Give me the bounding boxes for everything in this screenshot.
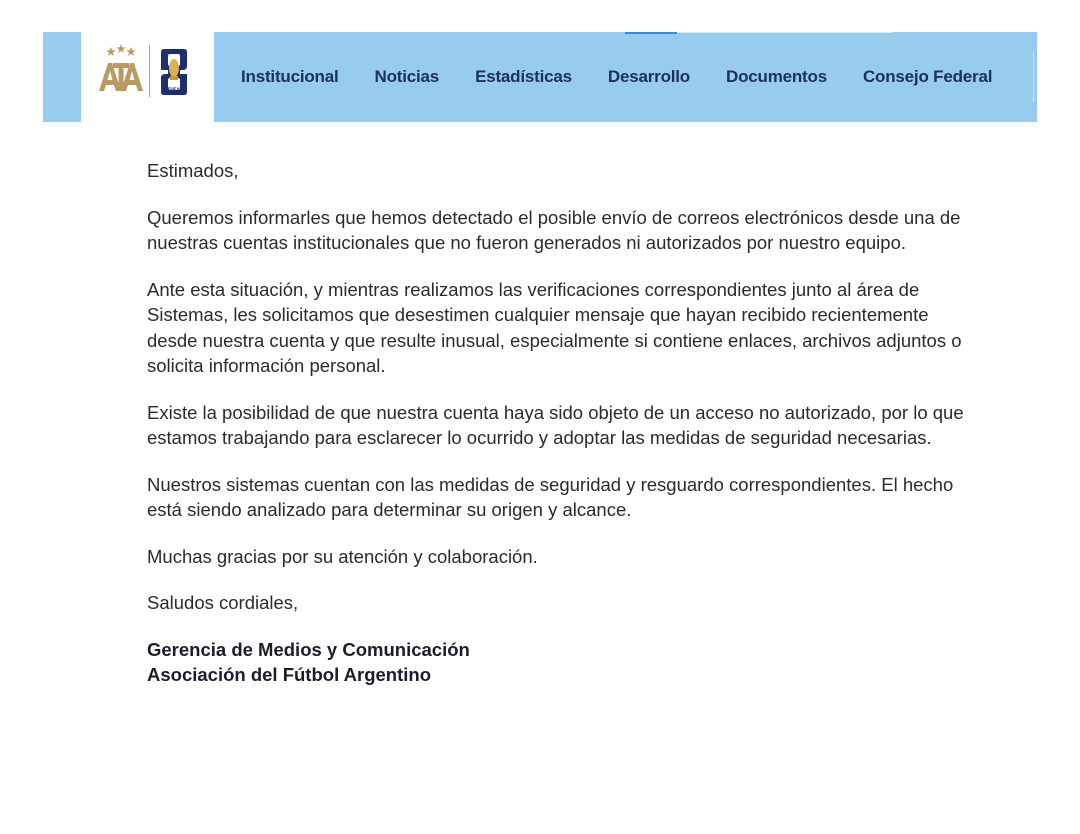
closing: Saludos cordiales, <box>147 592 299 613</box>
paragraph-3: Existe la posibilidad de que nuestra cuenta haya sido objeto de un acceso no autorizado, por lo que estamos trabajando para esclarecer lo ocurrido y adoptar las medidas de seguridad necesarias. <box>147 401 964 448</box>
signature-department: Gerencia de Medios y Comunicación <box>147 638 470 660</box>
nav-item-desarrollo[interactable]: Desarrollo <box>607 67 690 86</box>
paragraph-2: Ante esta situación, y mientras realizamos las verificaciones correspondientes junto al área de Sistemas, les solicitamos que desestimen cualquier mensaje que hayan recibido recientemente desde nuestra cuenta y que resulte inusual, especialmente si contiene enlaces, archivos adjuntos o solicita información personal. <box>147 278 962 376</box>
paragraph-1: Queremos informarles que hemos detectado el posible envío de correos electrónicos desde una de nuestras cuentas institucionales que no fueron generados ni autorizados por nuestro equipo. <box>147 206 961 253</box>
greeting: Estimados, <box>147 160 239 181</box>
svg-text:FIFA: FIFA <box>167 88 181 94</box>
signature-organization: Asociación del Fútbol Argentino <box>147 664 432 685</box>
nav-divider <box>1033 52 1034 102</box>
nav-item-estadisticas[interactable]: Estadísticas <box>475 67 572 86</box>
world-cup-2026-icon <box>156 48 192 96</box>
paragraph-4: Nuestros sistemas cuentan con las medidas de seguridad y resguardo correspondientes. El hecho está siendo analizado para determinar su origen y alcance. <box>147 473 954 520</box>
nav-item-noticias[interactable]: Noticias <box>374 67 440 86</box>
signature <box>147 637 977 688</box>
nav-item-institucional[interactable]: Institucional <box>241 67 339 86</box>
logo-divider <box>149 45 150 97</box>
nav-item-consejo-federal[interactable]: Consejo Federal <box>862 67 993 86</box>
nav-item-documentos[interactable]: Documentos <box>726 67 827 86</box>
afa-logo-icon[interactable] <box>95 41 147 101</box>
main-nav <box>241 32 1028 122</box>
paragraph-5: Muchas gracias por su atención y colaboración. <box>147 545 538 567</box>
statement-body <box>147 158 977 688</box>
